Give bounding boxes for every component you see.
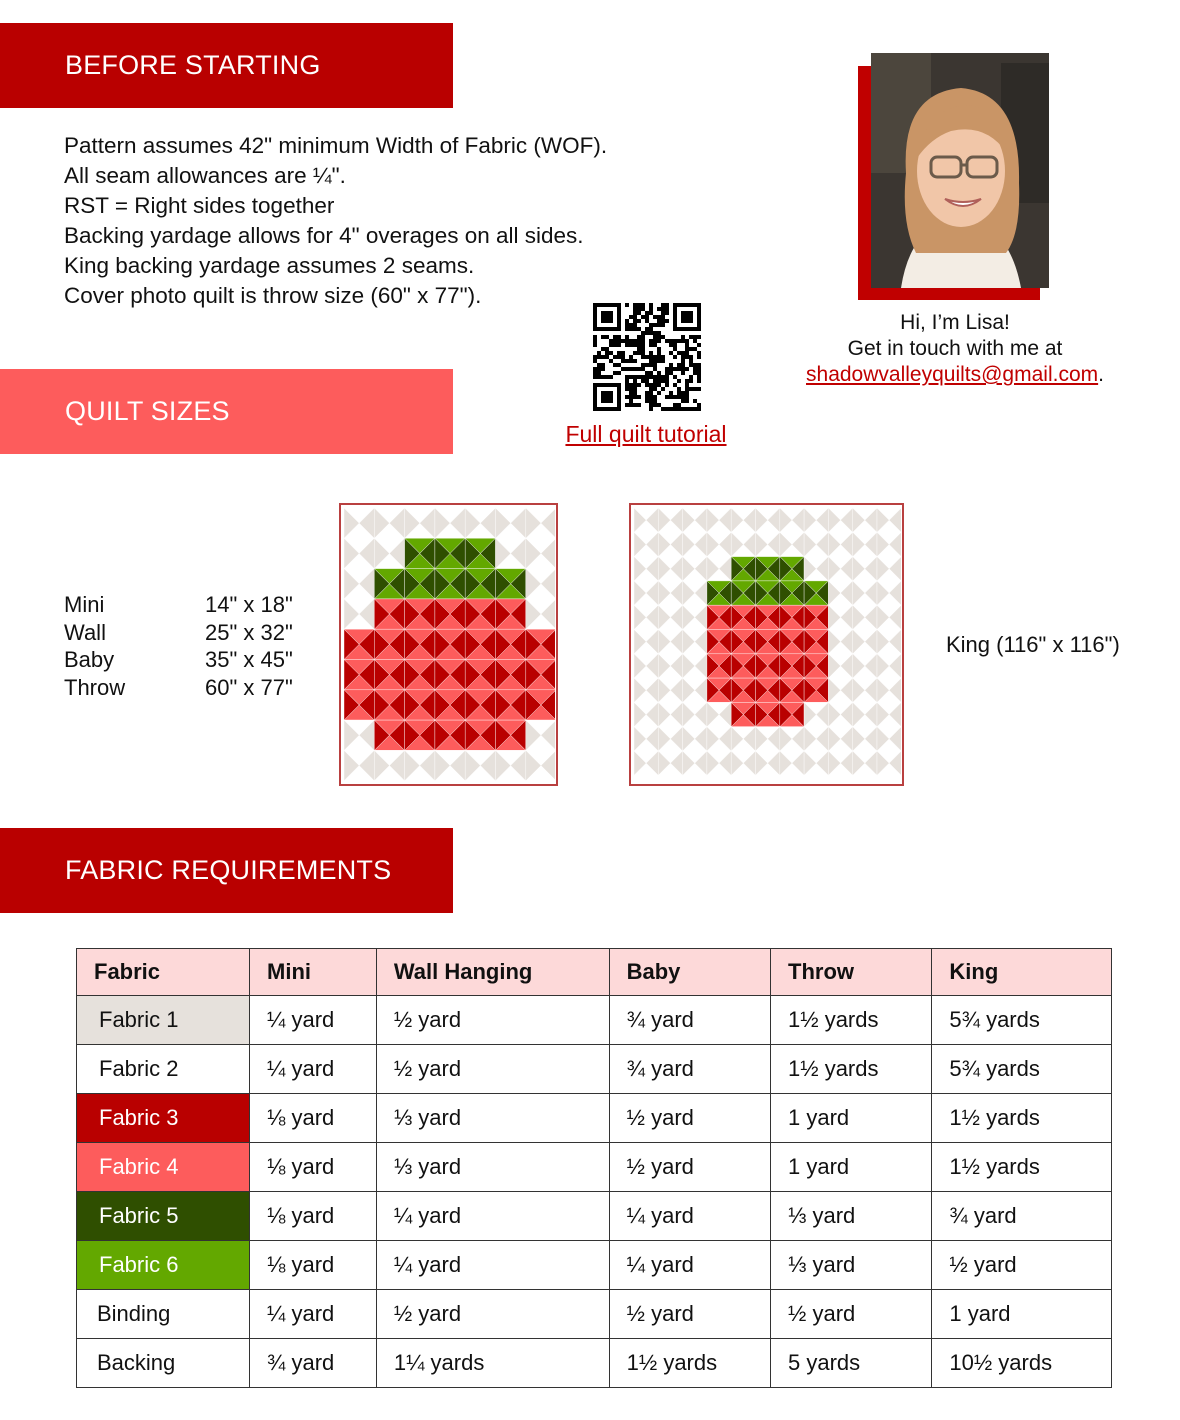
quantity-cell: ¾ yard — [250, 1339, 377, 1388]
quantity-cell: ½ yard — [376, 1290, 609, 1339]
quilt-diagram-king — [629, 503, 904, 786]
quantity-cell: ⅛ yard — [250, 1143, 377, 1192]
section-title: BEFORE STARTING — [65, 50, 321, 80]
quantity-cell: ½ yard — [609, 1094, 770, 1143]
column-header: Baby — [609, 949, 770, 996]
note-item: Pattern assumes 42" minimum Width of Fabric (WOF). — [64, 133, 608, 158]
quantity-cell: ¼ yard — [609, 1241, 770, 1290]
quantity-cell: ½ yard — [376, 996, 609, 1045]
note-item: RST = Right sides together — [64, 193, 335, 218]
quantity-cell: 5 yards — [771, 1339, 932, 1388]
quantity-cell: ¾ yard — [932, 1192, 1112, 1241]
note-item: Backing yardage allows for 4" overages on all sides. — [64, 223, 584, 248]
quantity-cell: ¼ yard — [376, 1192, 609, 1241]
quantity-cell: 1 yard — [771, 1094, 932, 1143]
fabric-name-cell: Binding — [77, 1290, 250, 1339]
quantity-cell: 1 yard — [932, 1290, 1112, 1339]
fabric-name-cell: Fabric 1 — [77, 996, 250, 1045]
king-size-label: King (116" x 116") — [946, 632, 1120, 657]
email-link[interactable]: shadowvalleyquilts@gmail.com — [806, 363, 1099, 386]
quantity-cell: 1¼ yards — [376, 1339, 609, 1388]
fabric-name-cell: Fabric 2 — [77, 1045, 250, 1094]
fabric-name-cell: Fabric 3 — [77, 1094, 250, 1143]
quantity-cell: ⅛ yard — [250, 1241, 377, 1290]
fabric-name-cell: Backing — [77, 1339, 250, 1388]
quantity-cell: ¼ yard — [609, 1192, 770, 1241]
table-row — [77, 1045, 1112, 1094]
size-dims: 14" x 18" — [205, 592, 293, 617]
quantity-cell: 1½ yards — [771, 996, 932, 1045]
size-row — [64, 591, 293, 619]
size-dims: 60" x 77" — [205, 674, 293, 700]
contact-prompt: Get in touch with me at — [847, 337, 1063, 360]
table-header-row — [77, 949, 1112, 996]
quantity-cell: 1½ yards — [609, 1339, 770, 1388]
table-row — [77, 1290, 1112, 1339]
column-header: Mini — [250, 949, 377, 996]
quantity-cell: ½ yard — [932, 1241, 1112, 1290]
column-header: Fabric — [77, 949, 250, 996]
table-row — [77, 1094, 1112, 1143]
quilt-diagram-throw — [339, 503, 558, 786]
column-header: King — [932, 949, 1112, 996]
size-name: Mini — [64, 592, 105, 617]
quantity-cell: 1½ yards — [771, 1045, 932, 1094]
fabric-name-cell: Fabric 5 — [77, 1192, 250, 1241]
section-title: QUILT SIZES — [65, 396, 230, 426]
quantity-cell: ¼ yard — [250, 1045, 377, 1094]
size-name: Baby — [64, 647, 115, 672]
fabric-requirements-banner — [0, 828, 453, 913]
size-row — [64, 646, 293, 674]
quantity-cell: ⅓ yard — [376, 1094, 609, 1143]
contact-block — [790, 310, 1120, 388]
quantity-cell: ½ yard — [609, 1290, 770, 1339]
quantity-cell: ¼ yard — [250, 996, 377, 1045]
column-header: Wall Hanging — [376, 949, 609, 996]
table-row — [77, 1241, 1112, 1290]
quantity-cell: 10½ yards — [932, 1339, 1112, 1388]
quantity-cell: ⅓ yard — [376, 1143, 609, 1192]
notes-list — [64, 131, 607, 311]
section-title: FABRIC REQUIREMENTS — [65, 855, 392, 885]
column-header: Throw — [771, 949, 932, 996]
size-dims: 35" x 45" — [205, 647, 293, 672]
quantity-cell: ⅛ yard — [250, 1094, 377, 1143]
note-item: All seam allowances are ¼". — [64, 163, 346, 188]
quantity-cell: ¾ yard — [609, 1045, 770, 1094]
quantity-cell: 1 yard — [771, 1143, 932, 1192]
fabric-name-cell: Fabric 6 — [77, 1241, 250, 1290]
quantity-cell: ⅓ yard — [771, 1241, 932, 1290]
before-starting-banner — [0, 23, 453, 108]
quantity-cell: ¼ yard — [250, 1290, 377, 1339]
size-name: Throw — [64, 674, 126, 700]
email-period: . — [1098, 363, 1104, 386]
greeting: Hi, I’m Lisa! — [900, 311, 1010, 334]
sizes-list — [64, 591, 293, 701]
quantity-cell: 1½ yards — [932, 1094, 1112, 1143]
quantity-cell: ½ yard — [771, 1290, 932, 1339]
table-row — [77, 1143, 1112, 1192]
fabric-requirements-table — [76, 948, 1112, 1388]
quantity-cell: 5¾ yards — [932, 996, 1112, 1045]
qr-code-icon[interactable] — [593, 303, 701, 411]
size-name: Wall — [64, 619, 106, 645]
fabric-name-cell: Fabric 4 — [77, 1143, 250, 1192]
quantity-cell: ⅓ yard — [771, 1192, 932, 1241]
table-row — [77, 1192, 1112, 1241]
quantity-cell: ½ yard — [609, 1143, 770, 1192]
quilt-sizes-banner — [0, 369, 453, 454]
size-dims: 25" x 32" — [205, 619, 293, 645]
table-row — [77, 996, 1112, 1045]
quantity-cell: 5¾ yards — [932, 1045, 1112, 1094]
note-item: King backing yardage assumes 2 seams. — [64, 253, 475, 278]
author-photo — [871, 53, 1049, 288]
tutorial-link[interactable]: Full quilt tutorial — [565, 421, 727, 447]
quantity-cell: ½ yard — [376, 1045, 609, 1094]
table-row — [77, 1339, 1112, 1388]
size-row — [64, 674, 293, 702]
note-item: Cover photo quilt is throw size (60" x 77"). — [64, 283, 482, 308]
quantity-cell: 1½ yards — [932, 1143, 1112, 1192]
size-row — [64, 619, 293, 647]
quantity-cell: ¼ yard — [376, 1241, 609, 1290]
quantity-cell: ¾ yard — [609, 996, 770, 1045]
quantity-cell: ⅛ yard — [250, 1192, 377, 1241]
